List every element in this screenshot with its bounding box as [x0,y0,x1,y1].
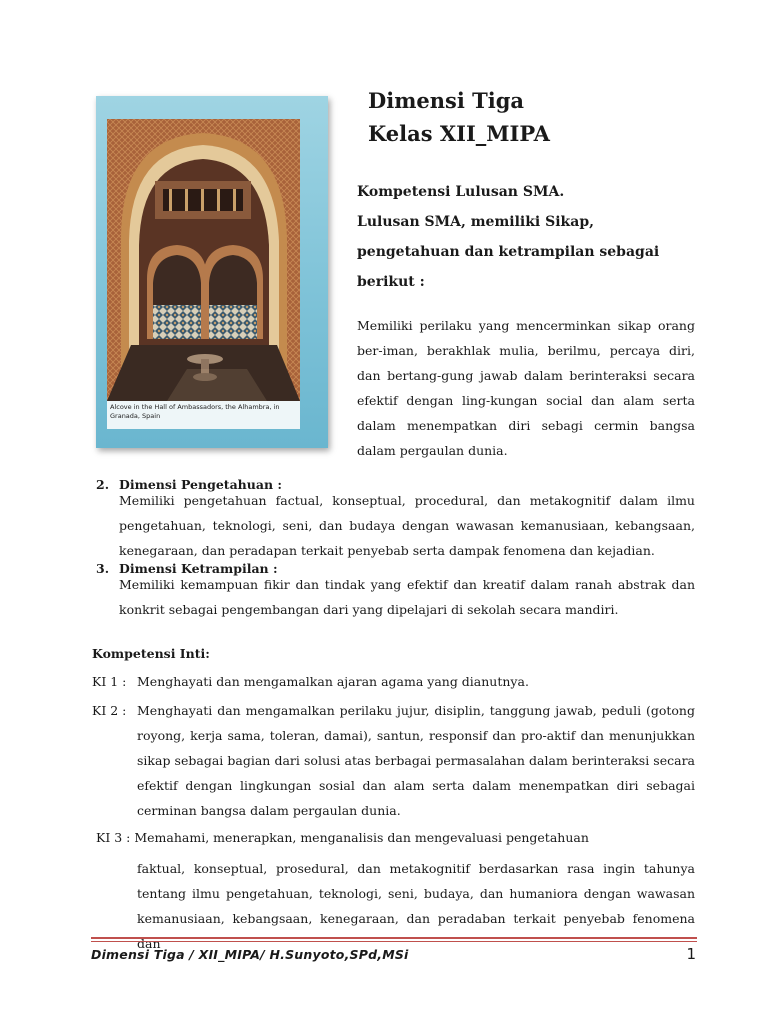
footer-text: Dimensi Tiga / XII_MIPA/ H.Sunyoto,SPd,MSi [91,947,409,962]
kompetensi-inti-heading: Kompetensi Inti: [92,646,210,661]
intro-line-3: pengetahuan dan ketrampilan sebagai [357,244,660,260]
page-number: 1 [686,945,696,963]
dimensi-3-number: 3. [96,561,110,576]
ki3-text: faktual, konseptual, prosedural, dan metakognitif berdasarkan rasa ingin tahunya tentang ilmu pengetahuan, teknologi, seni, budaya, dan humaniora dengan wawasan kemanusiaan, kebangsaan, kenegaraan, dan peradaban terkait penyebab fenomena dan [137,861,695,951]
cover-caption-box [107,401,300,429]
page-title: Dimensi Tiga [368,88,525,113]
sikap-paragraph: Memiliki perilaku yang mencerminkan sikap orang ber-iman, berakhlak mulia, berilmu, percaya diri, dan bertang-gung jawab dalam berinteraksi secara efektif dengan ling-kungan social dan alam serta dalam menempatkan diri sebagi cermin bangsa dalam pergaulan dunia. [357,318,695,458]
ki3-line: KI 3 : Memahami, menerapkan, menganalisis dan mengevaluasi pengetahuan [96,830,589,845]
dimensi-2-text: Memiliki pengetahuan factual, konseptual, procedural, dan metakognitif dalam ilmu pengetahuan, teknologi, seni, dan budaya dengan wawasan kemanusiaan, kebangsaan, kenegaraan, dan peradapan terkait penyebab serta dampak fenomena dan kejadian. [119,493,695,558]
dimensi-2-heading: Dimensi Pengetahuan : [119,477,282,492]
intro-line-2: Lulusan SMA, memiliki Sikap, [357,214,594,230]
dimensi-3-text: Memiliki kemampuan fikir dan tindak yang efektif dan kreatif dalam ranah abstrak dan konkrit sebagai pengembangan dari yang dipelajari di sekolah secara mandiri. [119,577,695,617]
dimensi-3-heading: Dimensi Ketrampilan : [119,561,278,576]
ki1-text: Menghayati dan mengamalkan ajaran agama yang dianutnya. [137,674,529,689]
intro-line-1: Kompetensi Lulusan SMA. [357,184,565,200]
cover-image [96,96,328,448]
ki1-label: KI 1 : [92,674,127,689]
intro-line-4: berikut : [357,274,425,290]
page-subtitle: Kelas XII_MIPA [368,121,550,146]
alhambra-photo [107,119,300,401]
cover-caption: Alcove in the Hall of Ambassadors, the Alhambra, in Granada, Spain [110,403,280,420]
footer-rule-thin [91,941,697,942]
footer-rule-thick [91,937,697,939]
ki2-label: KI 2 : [92,703,127,718]
dimensi-2-number: 2. [96,477,110,492]
ki2-text: Menghayati dan mengamalkan perilaku jujur, disiplin, tanggung jawab, peduli (gotong royong, kerja sama, toleran, damai), santun, responsif dan pro-aktif dan menunjukkan sikap sebagai bagian dari solusi atas berbagai permasalahan dalam berinteraksi secara efektif dengan lingkungan sosial dan alam serta dalam menempatkan diri sebagai cerminan bangsa dalam pergaulan dunia. [137,703,695,818]
